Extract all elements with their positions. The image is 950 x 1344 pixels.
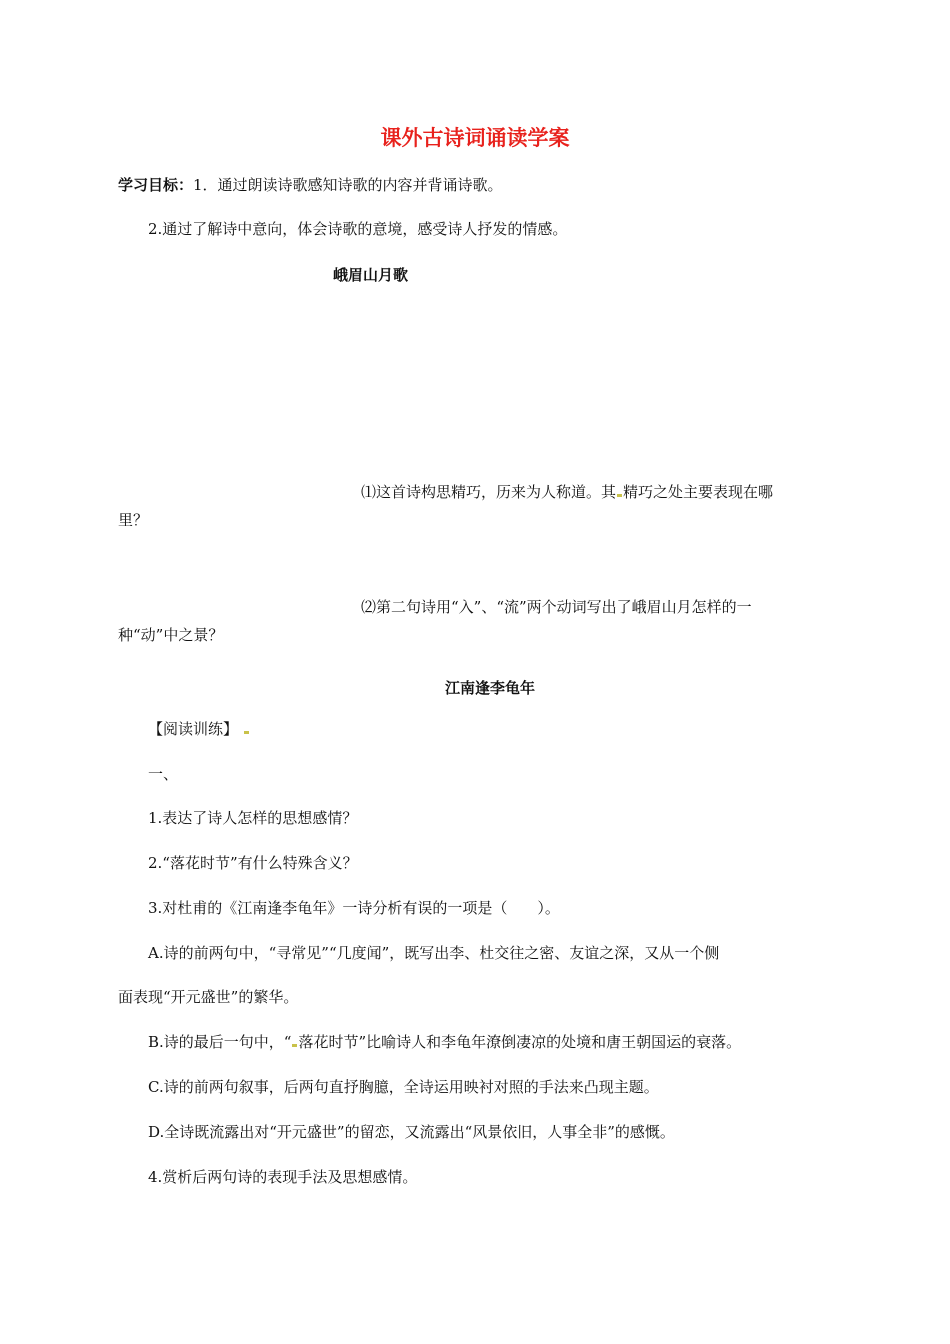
poem2-title: 江南逢李龟年	[445, 679, 536, 697]
option-b	[148, 1032, 741, 1052]
highlight-mark	[292, 1044, 297, 1047]
poem2-question-4: 4.赏析后两句诗的表现手法及思想感情。	[148, 1168, 418, 1186]
objectives-label: 学习目标：	[118, 176, 194, 194]
poem1-q1-text-b: 精巧之处主要表现在哪	[623, 483, 774, 501]
highlight-mark	[617, 494, 622, 497]
poem1-question-1-cont: 里？	[118, 511, 149, 529]
reading-training-label	[148, 719, 250, 739]
option-b-text-a: B.诗的最后一句中，“	[148, 1033, 292, 1051]
section-number: 一、	[148, 765, 179, 783]
objective-2: 2.通过了解诗中意向，体会诗歌的意境，感受诗人抒发的情感。	[148, 220, 568, 238]
poem1-question-2: ⑵第二句诗用“入”、“流”两个动词写出了峨眉山月怎样的一	[361, 598, 752, 616]
reading-training-text: 【阅读训练】	[148, 720, 239, 738]
option-a: A.诗的前两句中，“寻常见”“几度闻”，既写出李、杜交往之密、友谊之深，又从一个侧	[148, 944, 720, 962]
poem1-question-2-cont: 种“动”中之景？	[118, 626, 224, 644]
poem2-question-3: 3.对杜甫的《江南逢李龟年》一诗分析有误的一项是（ ）。	[148, 899, 560, 917]
poem2-question-1: 1.表达了诗人怎样的思想感情？	[148, 809, 358, 827]
poem1-q1-text-a: ⑴这首诗构思精巧，历来为人称道。其	[361, 483, 617, 501]
page-title: 课外古诗词诵读学案	[380, 126, 570, 150]
objectives-line-1	[118, 175, 503, 195]
objective-1: 1．通过朗读诗歌感知诗歌的内容并背诵诗歌。	[193, 176, 503, 194]
option-d: D.全诗既流露出对“开元盛世”的留恋，又流露出“风景依旧，人事全非”的感慨。	[148, 1123, 675, 1141]
poem1-question-1	[361, 482, 773, 502]
option-a-cont: 面表现“开元盛世”的繁华。	[118, 988, 299, 1006]
poem2-question-2: 2.“落花时节”有什么特殊含义？	[148, 854, 358, 872]
poem1-title: 峨眉山月歌	[333, 266, 409, 284]
highlight-mark	[244, 731, 249, 734]
option-c: C.诗的前两句叙事，后两句直抒胸臆，全诗运用映衬对照的手法来凸现主题。	[148, 1078, 659, 1096]
option-b-text-b: 落花时节”比喻诗人和李龟年潦倒凄凉的处境和唐王朝国运的衰落。	[298, 1033, 742, 1051]
